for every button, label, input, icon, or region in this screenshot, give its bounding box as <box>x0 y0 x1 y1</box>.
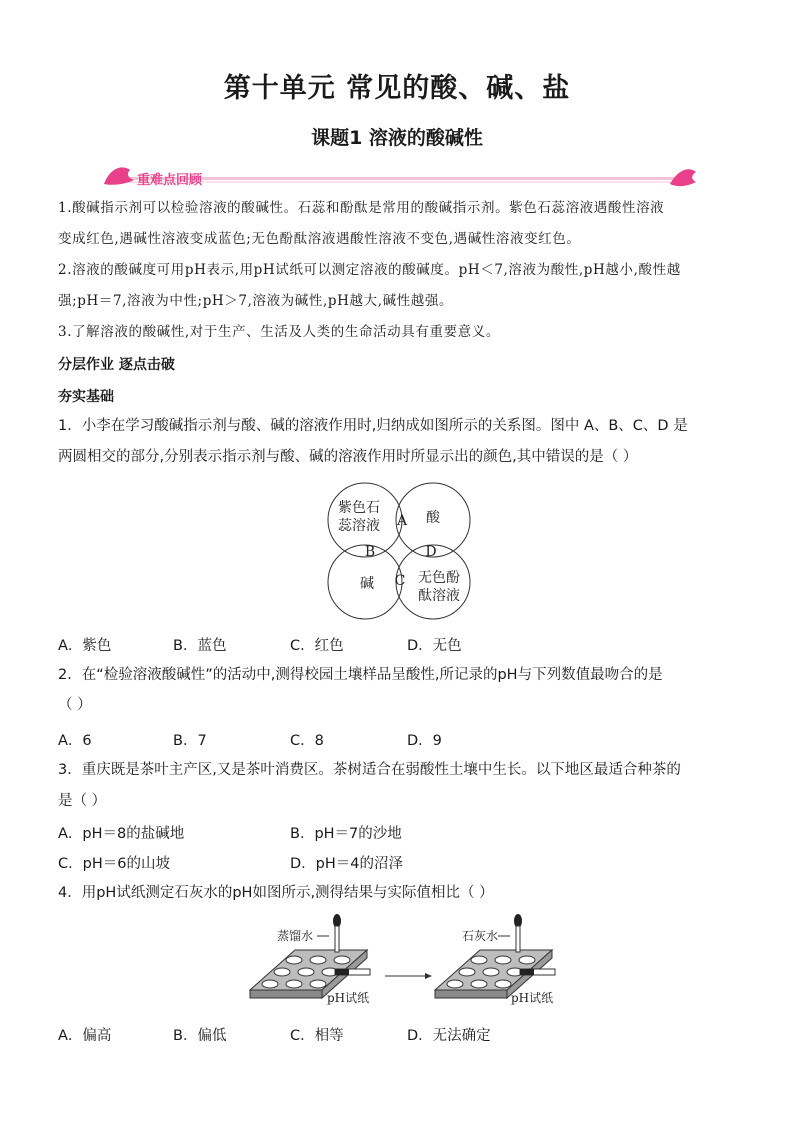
q3-option-c: C．pH＝6的山坡 <box>58 856 170 872</box>
review-line-4: 强;pH＝7,溶液为中性;pH＞7,溶液为碱性,pH越大,碱性越强。 <box>58 293 454 309</box>
spot-plate-right <box>435 914 555 998</box>
q4-line-1: 4．用pH试纸测定石灰水的pH如图所示,测得结果与实际值相比（ ） <box>58 885 494 901</box>
venn-bl: 碱 <box>360 576 374 592</box>
q1-option-b: B．蓝色 <box>173 638 227 654</box>
q4-option-b: B．偏低 <box>173 1028 227 1044</box>
q2-option-c: C．8 <box>290 733 324 749</box>
venn-a: A <box>396 513 408 529</box>
venn-tl-1: 紫色石 <box>338 500 380 516</box>
q3-line-2: 是（ ） <box>58 793 107 809</box>
review-line-3: 2.溶液的酸碱度可用pH表示,用pH试纸可以测定溶液的酸碱度。pH＜7,溶液为酸性,pH越小,酸性越 <box>58 262 681 278</box>
q4-figure <box>245 910 565 1015</box>
q1-line-1: 1．小李在学习酸碱指示剂与酸、碱的溶液作用时,归纳成如图所示的关系图。图中 A、B、C、D 是 <box>58 418 688 434</box>
venn-c: C <box>394 573 406 589</box>
venn-b: B <box>364 544 376 560</box>
q4-option-c: C．相等 <box>290 1028 344 1044</box>
q3-option-d: D．pH＝4的沼泽 <box>290 856 403 872</box>
venn-br-2: 酞溶液 <box>418 588 460 604</box>
q2-option-b: B．7 <box>173 733 207 749</box>
label-distilled-water: 蒸馏水 <box>277 929 314 943</box>
q1-option-d: D．无色 <box>407 638 462 654</box>
q2-line-2: （ ） <box>58 697 92 713</box>
q2-line-1: 2．在“检验溶液酸碱性”的活动中,测得校园土壤样品呈酸性,所记录的pH与下列数值最吻合的是 <box>58 667 663 683</box>
label-ph-paper-right: pH试纸 <box>511 991 554 1005</box>
section-layered: 分层作业 逐点击破 <box>58 357 175 373</box>
review-line-1: 1.酸碱指示剂可以检验溶液的酸碱性。石蕊和酚酞是常用的酸碱指示剂。紫色石蕊溶液遇酸性溶液 <box>58 200 665 216</box>
venn-tr: 酸 <box>426 510 440 526</box>
q1-option-a: A．紫色 <box>58 638 112 654</box>
venn-br-1: 无色酚 <box>418 570 460 586</box>
q3-line-1: 3．重庆既是茶叶主产区,又是茶叶消费区。茶树适合在弱酸性土壤中生长。以下地区最适合种茶的 <box>58 762 681 778</box>
q4-option-a: A．偏高 <box>58 1028 112 1044</box>
q1-option-c: C．红色 <box>290 638 344 654</box>
review-line-5: 3.了解溶液的酸碱性,对于生产、生活及人类的生命活动具有重要意义。 <box>58 324 500 340</box>
spot-plate-left <box>250 914 370 998</box>
review-line-2: 变成红色,遇碱性溶液变成蓝色;无色酚酞溶液遇酸性溶液不变色,遇碱性溶液变红色。 <box>58 231 581 247</box>
label-limewater: 石灰水 <box>462 929 499 943</box>
q2-option-a: A．6 <box>58 733 92 749</box>
venn-tl-2: 蕊溶液 <box>338 518 380 534</box>
venn-d: D <box>425 544 437 560</box>
venn-diagram <box>325 478 475 624</box>
page-subtitle: 课题1 溶液的酸碱性 <box>311 127 483 149</box>
page-title: 第十单元 常见的酸、碱、盐 <box>223 73 571 104</box>
review-banner-label: 重难点回顾 <box>137 173 203 188</box>
q1-line-2: 两圆相交的部分,分别表示指示剂与酸、碱的溶液作用时所显示出的颜色,其中错误的是（ ） <box>58 449 638 465</box>
q3-option-b: B．pH＝7的沙地 <box>290 826 402 842</box>
q3-option-a: A．pH＝8的盐碱地 <box>58 826 185 842</box>
label-ph-paper-left: pH试纸 <box>327 991 370 1005</box>
q2-option-d: D．9 <box>407 733 442 749</box>
section-basic: 夯实基础 <box>58 389 114 405</box>
q4-option-d: D．无法确定 <box>407 1028 491 1044</box>
